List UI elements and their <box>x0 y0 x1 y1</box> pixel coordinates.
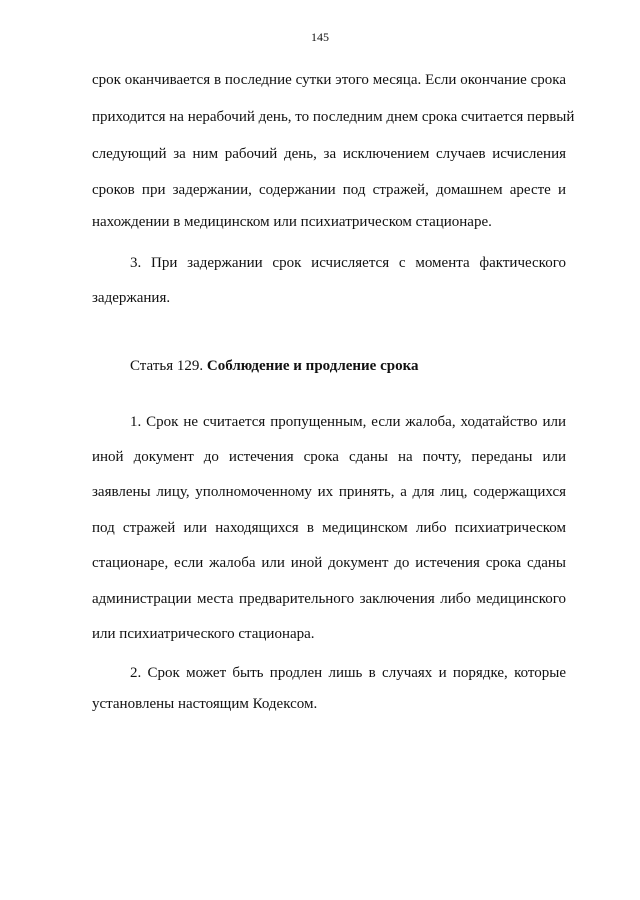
paragraph-line: или психиатрического стационара. <box>92 626 315 642</box>
paragraph-line: стационаре, если жалоба или иной документ до истечения срока сданы <box>92 555 566 571</box>
paragraph-line: 3. При задержании срок исчисляется с момента фактического <box>130 255 566 271</box>
page-number: 145 <box>311 30 329 44</box>
paragraph-line: 2. Срок может быть продлен лишь в случаях и порядке, которые <box>130 665 566 681</box>
paragraph-line: сроков при задержании, содержании под стражей, домашнем аресте и <box>92 182 566 198</box>
paragraph-line: заявлены лицу, уполномоченному их принять, а для лиц, содержащихся <box>92 484 566 500</box>
paragraph-line: администрации места предварительного заключения либо медицинского <box>92 591 566 607</box>
paragraph-line: нахождении в медицинском или психиатрическом стационаре. <box>92 214 492 230</box>
paragraph-line: 1. Срок не считается пропущенным, если жалоба, ходатайство или <box>130 414 566 430</box>
paragraph-line: приходится на нерабочий день, то последним днем срока считается первый <box>92 109 575 125</box>
article-title: Соблюдение и продление срока <box>206 358 419 374</box>
paragraph-line: иной документ до истечения срока сданы на почту, переданы или <box>92 449 566 465</box>
paragraph-line: установлены настоящим Кодексом. <box>92 696 318 712</box>
article-number: Статья 129. <box>130 358 204 374</box>
paragraph-line: задержания. <box>92 290 171 306</box>
paragraph-line: срок оканчивается в последние сутки этого месяца. Если окончание срока <box>92 72 566 88</box>
article-heading <box>130 356 419 376</box>
paragraph-line: под стражей или находящихся в медицинском либо психиатрическом <box>92 520 566 536</box>
paragraph-line: следующий за ним рабочий день, за исключением случаев исчисления <box>92 146 566 162</box>
